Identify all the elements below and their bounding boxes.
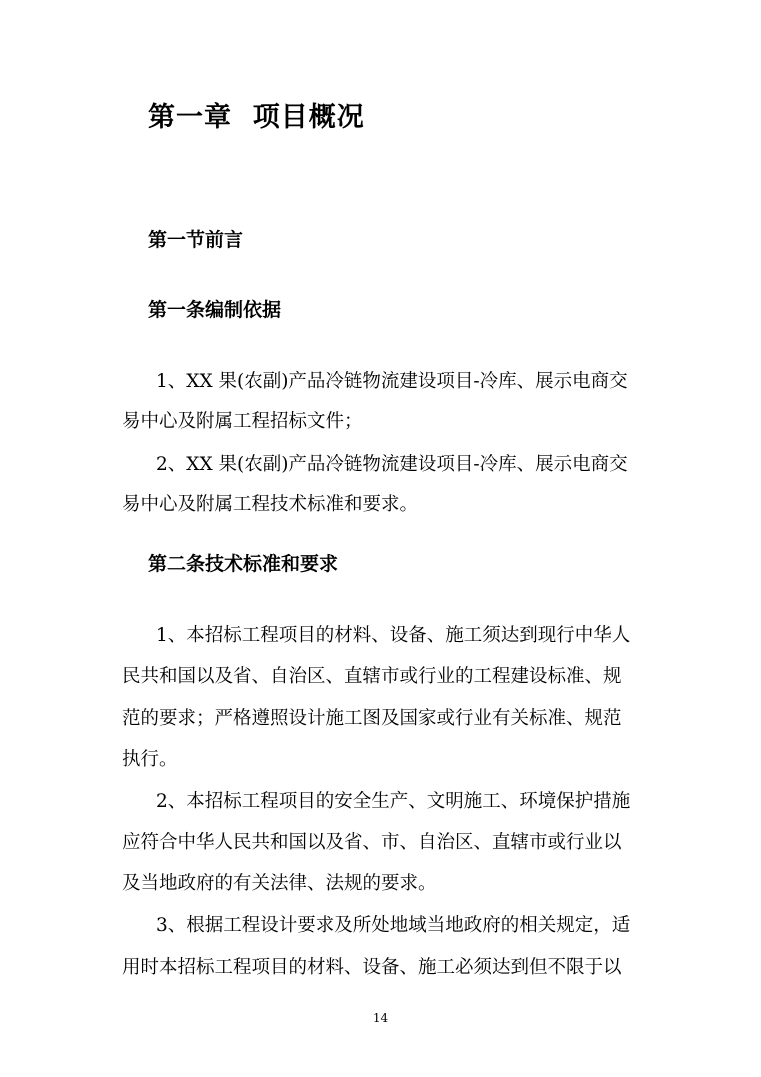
article-2-line-6: 应符合中华人民共和国以及省、市、自治区、直辖市或行业以: [122, 832, 622, 853]
article-2-line-1: 1、本招标工程项目的材料、设备、施工须达到现行中华人: [156, 625, 631, 646]
article-2-line-9: 用时本招标工程项目的材料、设备、施工必须达到但不限于以: [122, 957, 622, 978]
article-2-line-4: 执行。: [122, 749, 178, 770]
article-1-line-3: 2、XX 果(农副)产品冷链物流建设项目-冷库、展示电商交: [156, 454, 628, 475]
article-1-line-4: 易中心及附属工程技术标准和要求。: [122, 494, 419, 515]
article-2-line-8: 3、根据工程设计要求及所处地域当地政府的相关规定，适: [156, 915, 631, 936]
article-2-line-5: 2、本招标工程项目的安全生产、文明施工、环境保护措施: [156, 791, 631, 812]
page-number: 14: [372, 1011, 389, 1025]
section-title: 第一节前言: [148, 229, 244, 251]
article-2-line-3: 范的要求；严格遵照设计施工图及国家或行业有关标准、规范: [122, 708, 622, 729]
article-1-line-2: 易中心及附属工程招标文件；: [122, 411, 363, 432]
article-2-line-7: 及当地政府的有关法律、法规的要求。: [122, 873, 437, 894]
article-1-line-1: 1、XX 果(农副)产品冷链物流建设项目-冷库、展示电商交: [156, 371, 628, 392]
chapter-title: 第一章 项目概况: [148, 102, 365, 133]
article-2-line-2: 民共和国以及省、自治区、直辖市或行业的工程建设标准、规: [122, 666, 622, 687]
article-1-title: 第一条编制依据: [148, 299, 282, 321]
article-2-title: 第二条技术标准和要求: [148, 553, 339, 575]
